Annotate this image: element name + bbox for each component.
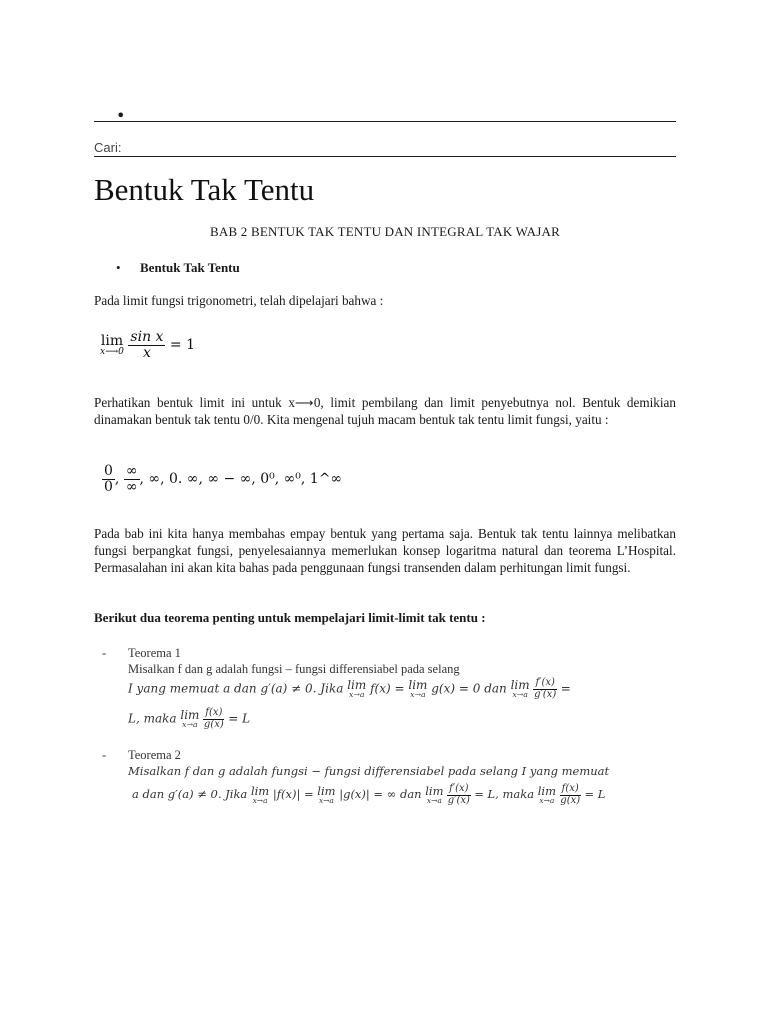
bullet-dot: • [116, 260, 121, 275]
fraction [128, 330, 165, 360]
theorem-dash: - [102, 748, 107, 762]
theorem-title: Teorema 1 [128, 646, 181, 660]
theorem-1-block [102, 646, 672, 736]
theorem-2-block [102, 748, 672, 818]
divider-top [94, 121, 676, 122]
lim-subscript: x⟶0 [100, 346, 124, 357]
theorems-intro: Berikut dua teorema penting untuk mempelajari limit-limit tak tentu : [94, 610, 486, 625]
search-input[interactable] [128, 138, 672, 156]
forms-list: ∞, 0. ∞, ∞ − ∞, 0⁰, ∞⁰, 1^∞ [148, 471, 343, 488]
fraction-inf-inf: $\frac{\infty}{\infty}$ [125, 463, 138, 495]
denominator: x [142, 344, 151, 361]
lim-text: lim [100, 332, 124, 349]
divider-search [94, 156, 676, 157]
paragraph-explanation: Perhatikan bentuk limit ini untuk x⟶0, limit pembilang dan limit penyebutnya nol. Bentuk demikian dinamakan bentuk tak tentu 0/0. Kita mengenal tujuh macam bentuk tak tentu limit fungsi, yaitu : [94, 395, 676, 427]
theorem-line: L, maka lim x→a $\frac{f(x)}{g(x)}$ = L [128, 707, 251, 730]
numerator: sin x [130, 329, 164, 345]
section-heading [116, 260, 240, 276]
chapter-heading: BAB 2 BENTUK TAK TENTU DAN INTEGRAL TAK WAJAR [210, 224, 560, 239]
theorem-title: Teorema 2 [128, 748, 181, 762]
paragraph-scope: Pada bab ini kita hanya membahas empay bentuk yang pertama saja. Bentuk tak tentu lainnya melibatkan fungsi berpangkat fungsi, penyelesaiannya memerlukan konsep logaritma natural dan teorema L’Hospital. Permasalahan ini akan kita bahas pada penggunaan fungsi transenden dalam perhitungan limit fungsi. [94, 526, 676, 575]
theorem-line: I yang memuat a dan g′(a) ≠ 0. Jika lim x→a f(x) = lim x→a g(x) = 0 dan lim x→a $\frac{f'(x)}{g'(x)}$ = [128, 677, 571, 700]
page-title: Bentuk Tak Tentu [94, 172, 315, 207]
theorem-line: a dan g′(a) ≠ 0. Jika lim x→a |f(x)| = lim x→a |g(x)| = ∞ dan lim x→a $\frac{f'(x)}{g'(x)}$ = L, maka lim x→a $\frac{f(x)}{g(x)}$ = L [132, 783, 606, 806]
formula-indeterminate-forms: $\frac{0}{0}$ , $\frac{\infty}{\infty}$ , ∞, 0. ∞, ∞ − ∞, 0⁰, ∞⁰, 1^∞ [104, 463, 343, 495]
formula-rhs: = 1 [169, 337, 195, 354]
theorem-line: Misalkan f dan g adalah fungsi – fungsi differensiabel pada selang [128, 662, 460, 676]
theorem-dash: - [102, 646, 107, 660]
limit-operator [100, 334, 124, 357]
theorem-line: Misalkan f dan g adalah fungsi − fungsi differensiabel pada selang I yang memuat [128, 764, 610, 778]
search-label: Cari: [94, 140, 122, 155]
fraction-zero-zero: $\frac{0}{0}$ [104, 463, 113, 495]
paragraph-intro: Pada limit fungsi trigonometri, telah dipelajari bahwa : [94, 293, 384, 308]
section-label: Bentuk Tak Tentu [140, 260, 240, 275]
formula-sin-limit [100, 330, 195, 360]
bullet-dot: • [116, 106, 126, 125]
